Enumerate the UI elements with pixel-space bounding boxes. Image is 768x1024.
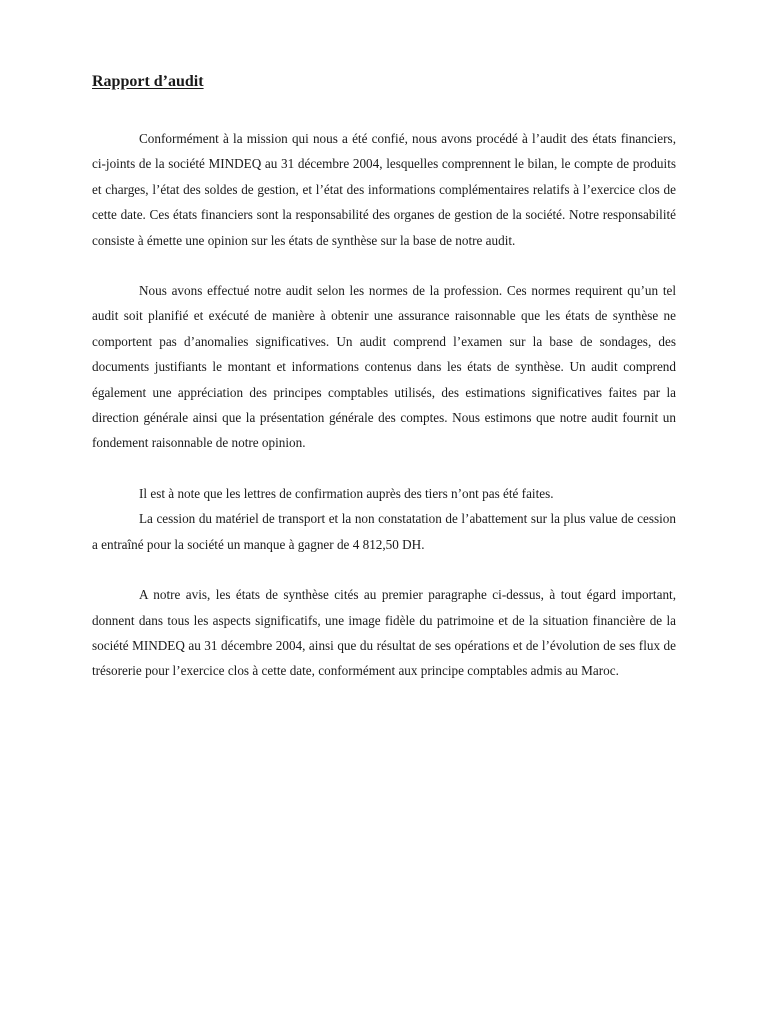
paragraph-normes: Nous avons effectué notre audit selon les normes de la profession. Ces normes requirent qu’un tel audit soit planifié et exécuté de manière à obtenir une assurance raisonnable que les états de synthèse ne comportent pas d’anomalies significatives. Un audit comprend l’examen sur la base de sondages, des documents justifiants le montant et informations contenus dans les états de synthèse. Un audit comprend également une appréciation des principes comptables utilisés, des estimations significatives faites par la direction générale ainsi que la présentation générale des comptes. Nous estimons que notre audit fournit un fondement raisonnable de notre opinion. [92,283,676,451]
paragraph-opinion: A notre avis, les états de synthèse cités au premier paragraphe ci-dessus, à tout égard important, donnent dans tous les aspects significatifs, une image fidèle du patrimoine et de la situation financière de la société MINDEQ au 31 décembre 2004, ainsi que du résultat de ses opérations et de l’évolution de ses flux de trésorerie pour l’exercice clos à cette date, conformément aux principe comptables admis au Maroc. [92,587,676,679]
paragraph-confirmation: Il est à note que les lettres de confirmation auprès des tiers n’ont pas été faites. [139,485,554,501]
document-body [92,126,676,684]
paragraph-mission: Conformément à la mission qui nous a été confié, nous avons procédé à l’audit des états financiers, ci-joints de la société MINDEQ au 31 décembre 2004, lesquelles comprennent le bilan, le compte de produits et charges, l’état des soldes de gestion, et l’état des informations complémentaires relatifs à l’exercice clos de cette date. Ces états financiers sont la responsabilité des organes de gestion de la société. Notre responsabilité consiste à émette une opinion sur les états de synthèse sur la base de notre audit. [92,131,676,248]
page-title: Rapport d’audit [92,73,204,90]
document-page [92,70,676,684]
paragraph-cession: La cession du matériel de transport et la non constatation de l’abattement sur la plus value de cession a entraîné pour la société un manque à gagner de 4 812,50 DH. [92,511,676,552]
